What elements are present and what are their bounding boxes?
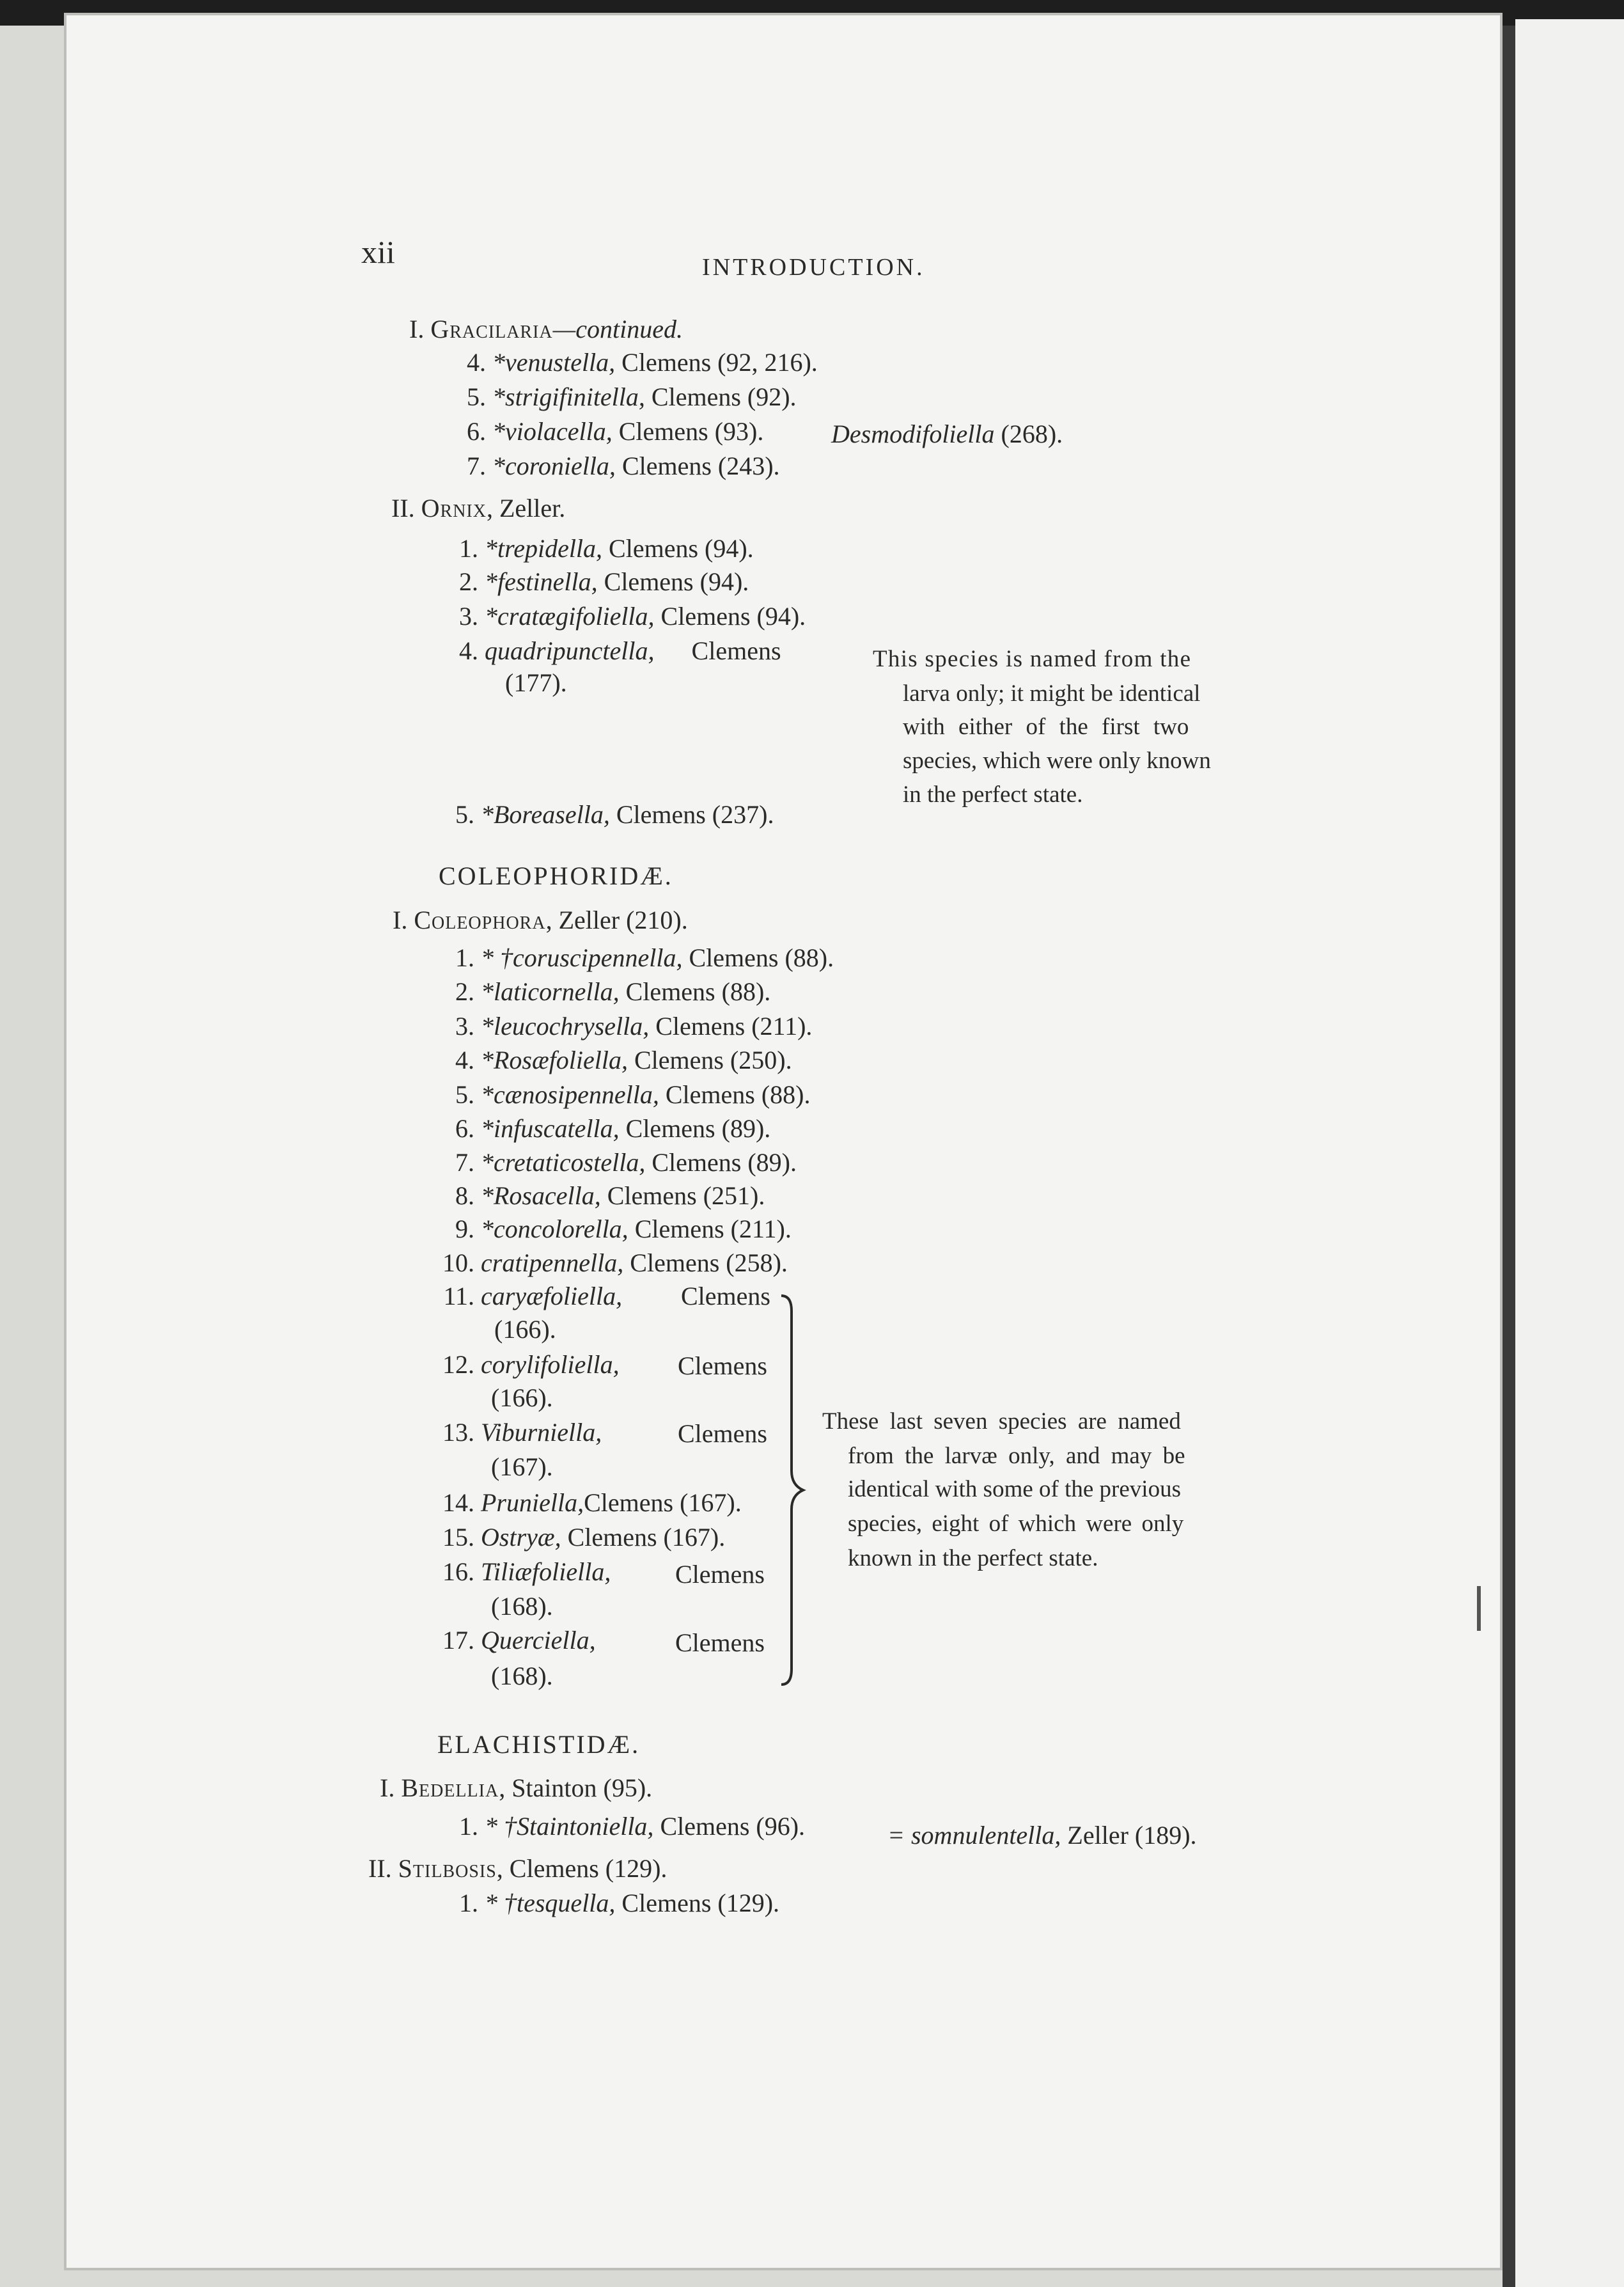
species-entry: 14. Pruniella,Clemens (167). xyxy=(442,1488,742,1517)
species-author: Clemens (94). xyxy=(604,567,749,596)
species-author: Clemens (167). xyxy=(584,1488,742,1517)
species-author: Clemens (89). xyxy=(652,1148,797,1177)
species-entry: 1. * †tesquella, Clemens (129). xyxy=(459,1889,780,1917)
species-author: Clemens xyxy=(675,1560,765,1589)
species-name: *infuscatella, xyxy=(481,1114,620,1143)
genus-author: , Zeller. xyxy=(486,494,566,523)
synonym-name: Desmodifoliella xyxy=(831,420,995,448)
species-ref-continued: (166). xyxy=(491,1383,553,1412)
species-name: *trepidella, xyxy=(485,534,603,563)
synonym-name: = somnulentella, xyxy=(887,1821,1061,1850)
species-name: Querciella, xyxy=(481,1626,596,1654)
species-name: *violacella, xyxy=(492,417,613,446)
synonym-note xyxy=(887,1820,1197,1851)
roman-numeral: II. xyxy=(391,494,415,523)
page-folio: xii xyxy=(361,234,395,270)
species-name: *coroniella, xyxy=(492,452,616,480)
species-author: Clemens (89). xyxy=(625,1114,771,1143)
species-name: * †coruscipennella, xyxy=(481,943,683,972)
species-ref-continued: (166). xyxy=(494,1315,556,1344)
species-name: Pruniella, xyxy=(481,1488,584,1517)
roman-numeral: I. xyxy=(393,906,408,934)
genus-name: Gracilaria xyxy=(430,315,553,343)
species-entry: 5. *Boreasella, Clemens (237). xyxy=(455,800,774,829)
species-name: *cænosipennella, xyxy=(481,1080,659,1109)
species-author: Clemens xyxy=(691,636,781,665)
roman-numeral: I. xyxy=(380,1773,395,1802)
species-name: caryæfoliella, xyxy=(481,1282,623,1310)
species-name: *laticornella, xyxy=(481,977,620,1006)
species-entry: 2. *laticornella, Clemens (88). xyxy=(455,977,771,1006)
edge-mark xyxy=(1477,1586,1481,1631)
species-author: Clemens xyxy=(678,1351,767,1380)
species-entry: 3. *leucochrysella, Clemens (211). xyxy=(455,1012,813,1041)
species-entry: 8. *Rosacella, Clemens (251). xyxy=(455,1181,765,1210)
species-name: *Rosæfoliella, xyxy=(481,1046,628,1074)
genus-name: Stilbosis xyxy=(398,1854,497,1883)
species-author: Clemens (88). xyxy=(625,977,771,1006)
running-head: INTRODUCTION. xyxy=(702,254,925,281)
species-author: Clemens (94). xyxy=(660,602,806,631)
species-author: Clemens (211). xyxy=(655,1012,813,1041)
species-name: Ostryæ, xyxy=(481,1523,561,1552)
species-name: * †tesquella, xyxy=(485,1889,616,1917)
species-author: Clemens (93). xyxy=(618,417,764,446)
species-entry: 5. *cænosipennella, Clemens (88). xyxy=(455,1080,811,1109)
species-author: Clemens (92). xyxy=(651,382,797,411)
species-author: Clemens (237). xyxy=(616,800,774,829)
species-entry: 7. *coroniella, Clemens (243). xyxy=(467,452,780,480)
species-entry: 11. caryæfoliella, xyxy=(443,1282,623,1310)
species-name: *Boreasella, xyxy=(481,800,610,829)
species-name: cratipennella, xyxy=(481,1248,624,1277)
species-entry: 4. *Rosæfoliella, Clemens (250). xyxy=(455,1046,792,1074)
roman-numeral: I. xyxy=(409,315,425,343)
species-entry: 6. *violacella, Clemens (93). xyxy=(467,417,764,446)
genus-name: Ornix xyxy=(421,494,487,523)
species-author: Clemens xyxy=(681,1282,770,1310)
species-name: *strigifinitella, xyxy=(492,382,645,411)
roman-numeral: II. xyxy=(368,1854,392,1883)
family-heading-coleophoridae: COLEOPHORIDÆ. xyxy=(439,861,673,890)
species-author: Clemens (251). xyxy=(607,1181,765,1210)
genus-author: , Clemens (129). xyxy=(496,1854,668,1883)
species-name: *concolorella, xyxy=(481,1214,629,1243)
genus-author: , Stainton (95). xyxy=(499,1773,653,1802)
genus-name: Bedellia xyxy=(401,1773,499,1802)
species-ref-continued: (177). xyxy=(505,668,567,697)
species-author: Clemens (167). xyxy=(567,1523,726,1552)
species-name: *cretaticostella, xyxy=(481,1148,646,1177)
species-ref-continued: (167). xyxy=(491,1452,553,1481)
species-author: Clemens (92, 216). xyxy=(621,348,818,377)
family-heading-elachistidae: ELACHISTIDÆ. xyxy=(437,1730,641,1759)
species-author: Clemens xyxy=(678,1419,767,1448)
species-name: * †Staintoniella, xyxy=(485,1812,654,1841)
species-name: *venustella, xyxy=(492,348,616,377)
species-name: *Rosacella, xyxy=(481,1181,601,1210)
species-entry: 2. *festinella, Clemens (94). xyxy=(459,567,749,596)
species-author: Clemens (129). xyxy=(621,1889,780,1917)
species-entry: 4. *venustella, Clemens (92, 216). xyxy=(467,348,818,377)
species-author: Clemens (250). xyxy=(634,1046,792,1074)
genus-heading-ornix xyxy=(391,493,565,524)
species-entry: 6. *infuscatella, Clemens (89). xyxy=(455,1114,771,1143)
species-entry: 12. corylifoliella, xyxy=(442,1350,620,1379)
species-entry: 9. *concolorella, Clemens (211). xyxy=(455,1214,792,1243)
genus-author: , Zeller (210). xyxy=(545,906,688,934)
species-name: *leucochrysella, xyxy=(481,1012,650,1041)
species-author: Clemens (94). xyxy=(609,534,754,563)
species-author: Clemens (88). xyxy=(689,943,834,972)
genus-name: Coleophora xyxy=(414,906,546,934)
synonym-ref: Zeller (189). xyxy=(1067,1821,1197,1850)
species-name: Viburniella, xyxy=(481,1418,602,1447)
species-entry: 1. *trepidella, Clemens (94). xyxy=(459,534,754,563)
synonym-note xyxy=(831,419,1063,450)
species-entry: 7. *cretaticostella, Clemens (89). xyxy=(455,1148,797,1177)
species-entry: 15. Ostryæ, Clemens (167). xyxy=(442,1523,726,1552)
species-ref-continued: (168). xyxy=(491,1662,553,1690)
genus-heading-gracilaria xyxy=(409,314,683,345)
species-author: Clemens (96). xyxy=(660,1812,806,1841)
species-entry: 5. *strigifinitella, Clemens (92). xyxy=(467,382,797,411)
species-entry: 16. Tiliæfoliella, xyxy=(442,1557,611,1586)
species-ref-continued: (168). xyxy=(491,1592,553,1621)
right-brace-icon xyxy=(779,1292,811,1688)
species-name: *festinella, xyxy=(485,567,598,596)
facing-page-edge xyxy=(1515,19,1624,2287)
genus-heading-stilbosis xyxy=(368,1853,667,1884)
species-name: *cratægifoliella, xyxy=(485,602,655,631)
species-name: corylifoliella, xyxy=(481,1350,620,1379)
species-entry: 13. Viburniella, xyxy=(442,1418,602,1447)
species-author: Clemens xyxy=(675,1628,765,1657)
species-entry: 4. quadripunctella, Clemens xyxy=(459,636,781,665)
genus-heading-coleophora xyxy=(393,905,688,936)
species-author: Clemens (243). xyxy=(621,452,780,480)
species-entry: 17. Querciella, xyxy=(442,1626,596,1654)
species-entry: 10. cratipennella, Clemens (258). xyxy=(442,1248,788,1277)
page-gutter xyxy=(1503,26,1515,2287)
species-author: Clemens (88). xyxy=(665,1080,811,1109)
synonym-ref: (268). xyxy=(1001,420,1063,448)
species-name: Tiliæfoliella, xyxy=(481,1557,611,1586)
species-author: Clemens (258). xyxy=(630,1248,788,1277)
continued-label: —continued. xyxy=(552,315,683,343)
species-name: quadripunctella, xyxy=(485,636,655,665)
genus-heading-bedellia xyxy=(380,1773,652,1804)
species-author: Clemens (211). xyxy=(634,1214,792,1243)
species-entry: 1. * †Staintoniella, Clemens (96). xyxy=(459,1812,806,1841)
species-entry: 3. *cratægifoliella, Clemens (94). xyxy=(459,602,806,631)
species-entry: 1. * †coruscipennella, Clemens (88). xyxy=(455,943,834,972)
